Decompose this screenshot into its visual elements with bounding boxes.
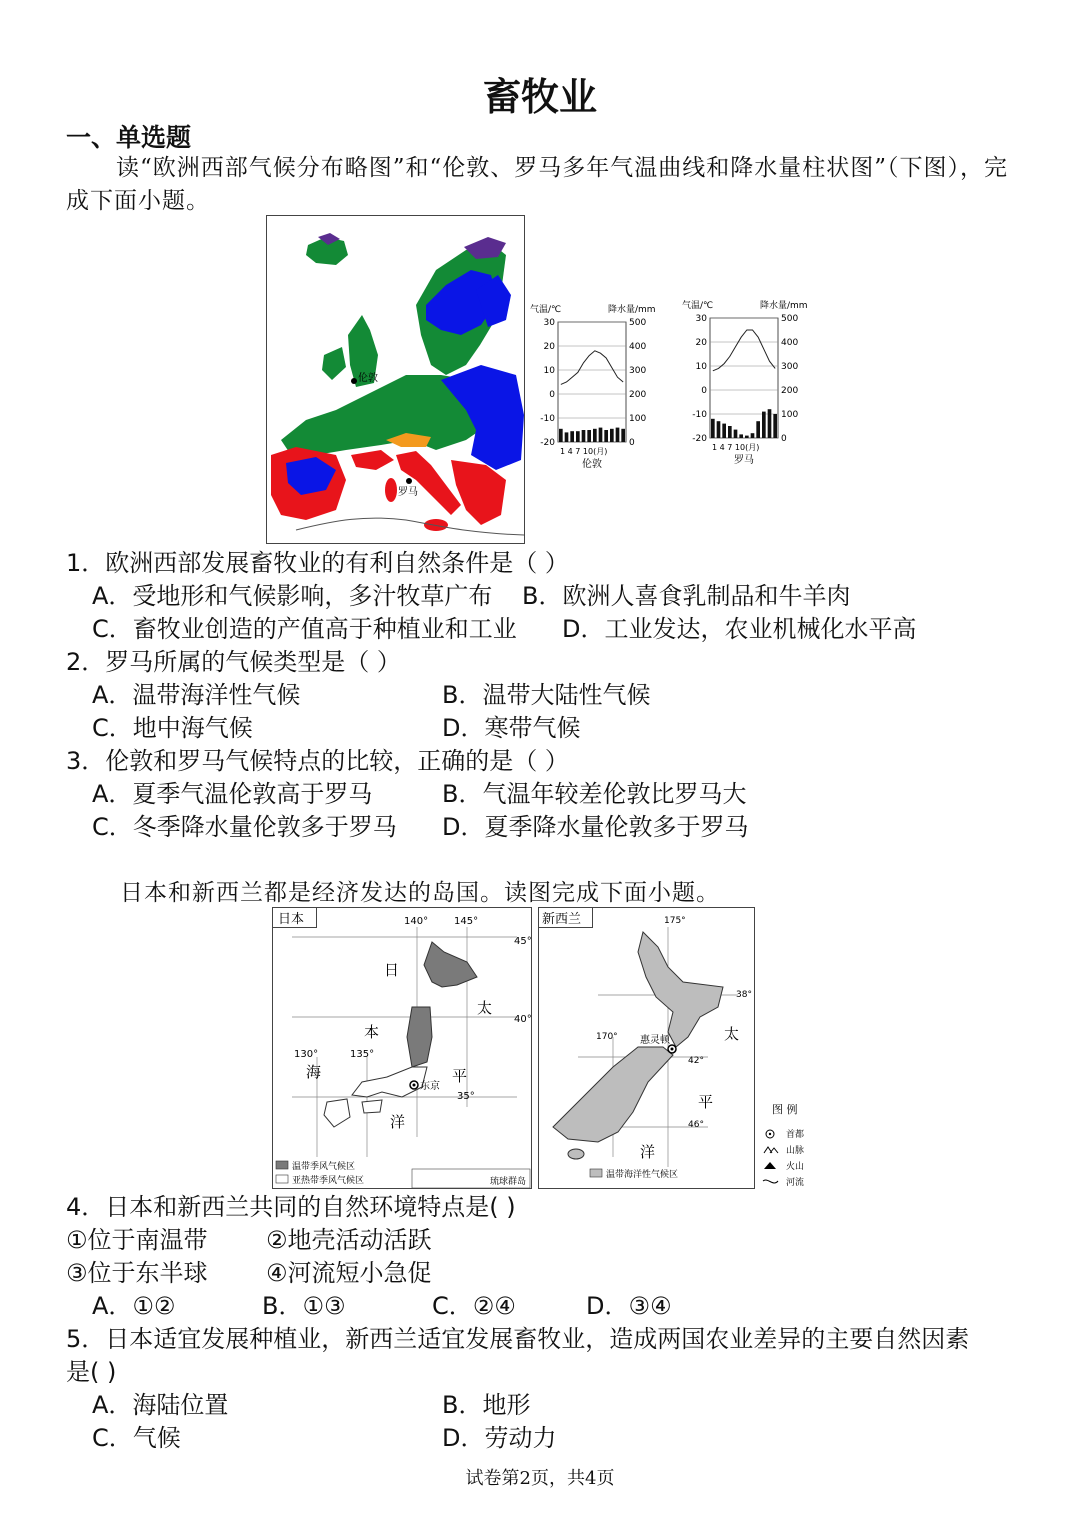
legend-mountain-label: 山脉 [786,1146,805,1156]
rome-climate-chart [680,296,820,476]
temp-tick-label: -10 [692,410,707,420]
precip-bar [576,431,580,442]
month-tick-label: 1 4 7 10(月) [712,443,760,452]
rome-dot [406,478,412,484]
ocean-char-3: 洋 [390,1113,406,1131]
sea-char-2: 本 [364,1023,380,1041]
question-1-stem: 1．欧洲西部发展畜牧业的有利自然条件是（ ） [66,549,569,577]
q1-option-b[interactable]: B．欧洲人喜食乳制品和牛羊肉 [522,582,851,610]
question-4-stem: 4．日本和新西兰共同的自然环境特点是( ) [66,1193,516,1221]
precip-bar [559,429,563,442]
precip-bar [717,421,721,438]
q3-option-d[interactable]: D．夏季降水量伦敦多于罗马 [442,813,749,841]
precip-bar [745,436,749,438]
precip-bar [768,409,772,438]
temp-curve [713,330,775,371]
nz-legend: 温带海洋性气候区 [606,1170,679,1180]
temp-tick-label: 0 [549,390,555,400]
precip-bar [599,428,603,442]
ocean-char-1: 太 [477,999,493,1017]
precip-tick-label: 0 [781,434,787,444]
q1-option-a[interactable]: A．受地形和气候影响，多汁牧草广布 [92,582,493,610]
london-dot [351,378,357,384]
legend-capital-label: 首都 [786,1130,805,1140]
lon-140: 140° [404,916,429,927]
precip-bar [604,430,608,442]
plot-frame [558,322,626,442]
precip-bar [728,426,732,438]
q2-option-c[interactable]: C．地中海气候 [92,714,253,742]
temp-tick-label: -10 [540,414,555,424]
nz-map-label: 新西兰 [542,912,582,927]
lon-170: 170° [596,1032,618,1042]
q4-option-b[interactable]: B．①③ [262,1292,346,1320]
q5-option-d[interactable]: D．劳动力 [442,1424,557,1452]
japan-legend-2: 亚热带季风气候区 [292,1176,365,1186]
precip-tick-label: 200 [629,390,647,400]
precip-tick-label: 100 [781,410,799,420]
section-heading: 一、单选题 [66,123,192,152]
q2-option-b[interactable]: B．温带大陆性气候 [442,681,651,709]
question-2-stem: 2．罗马所属的气候类型是（ ） [66,648,401,676]
precip-tick-label: 300 [781,362,799,372]
lat-38: 38° [736,990,752,1000]
q1-option-d[interactable]: D．工业发达，农业机械化水平高 [562,615,917,643]
precip-tick-label: 500 [629,318,647,328]
q2-option-a[interactable]: A．温带海洋性气候 [92,681,301,709]
temp-tick-label: -20 [540,438,555,448]
precip-bar [616,428,620,442]
lat-42: 42° [688,1056,704,1066]
precip-bar [739,434,743,438]
sea-char-1: 日 [384,961,400,979]
ryukyu-label: 琉球群岛 [490,1177,527,1187]
intro-text-2: 日本和新西兰都是经济发达的岛国。读图完成下面小题。 [120,880,720,906]
intro-text-1: 读“欧洲西部气候分布略图”和“伦敦、罗马多年气温曲线和降水量柱状图”（下图），完成下面小题。 [66,155,1009,214]
q5-option-c[interactable]: C．气候 [92,1424,181,1452]
nz-ocean-char-2: 平 [698,1093,714,1111]
temp-axis-label: 气温/℃ [530,305,562,315]
precip-bar [582,430,586,442]
precip-bar [593,429,597,442]
q5-option-b[interactable]: B．地形 [442,1391,531,1419]
temp-tick-label: 20 [543,342,555,352]
q3-option-b[interactable]: B．气温年较差伦敦比罗马大 [442,780,747,808]
lon-175: 175° [664,916,686,926]
legend-mountain-icon [764,1147,778,1153]
legend-river-icon [763,1180,778,1183]
temp-tick-label: 30 [695,314,707,324]
nz-ocean-char-1: 太 [724,1025,740,1043]
q4-item-4: ④河流短小急促 [266,1259,432,1287]
q4-option-d[interactable]: D．③④ [586,1292,672,1320]
lat-46: 46° [688,1120,704,1130]
page-footer: 试卷第2页，共4页 [465,1468,615,1489]
legend-volcano-label: 火山 [786,1162,805,1172]
honshu-north [407,1007,432,1067]
temp-tick-label: 10 [543,366,555,376]
q4-item-1: ①位于南温带 [66,1226,208,1254]
precip-bar [621,429,625,442]
temp-tick-label: 20 [695,338,707,348]
question-5-stem: 5．日本适宜发展种植业，新西兰适宜发展畜牧业，造成两国农业差异的主要自然因素 [66,1325,970,1353]
temp-tick-label: 10 [695,362,707,372]
legend-volcano-icon [764,1162,776,1169]
precip-tick-label: 400 [629,342,647,352]
precip-bar [565,432,569,442]
lat-40: 40° [514,1014,532,1025]
temp-curve [561,351,623,385]
legend-river-label: 河流 [786,1178,805,1188]
city-name-label: 罗马 [734,455,754,466]
precip-bar [610,429,614,442]
wellington-label: 惠灵顿 [640,1035,670,1046]
lon-130: 130° [294,1049,319,1060]
europe-climate-map [266,215,526,545]
precip-bar [756,421,760,438]
precip-bar [762,412,766,438]
stewart-island [568,1149,584,1159]
sea-char-3: 海 [306,1063,322,1081]
precip-bar [722,424,726,438]
precip-tick-label: 500 [781,314,799,324]
city-name-label: 伦敦 [582,459,602,470]
precip-axis-label: 降水量/mm [760,301,808,311]
corsica [385,478,397,502]
question-3-stem: 3．伦敦和罗马气候特点的比较，正确的是（ ） [66,747,569,775]
q5-option-a[interactable]: A．海陆位置 [92,1391,229,1419]
legend-title: 图 例 [772,1103,798,1116]
nz-map [538,907,810,1189]
precip-axis-label: 降水量/mm [608,305,656,315]
q1-option-c[interactable]: C．畜牧业创造的产值高于种植业和工业 [92,615,517,643]
temp-tick-label: 0 [701,386,707,396]
ocean-char-2: 平 [452,1067,468,1085]
q4-item-3: ③位于东半球 [66,1259,208,1287]
temp-axis-label: 气温/℃ [682,301,714,311]
tokyo-label: 东京 [420,1081,440,1092]
temp-tick-label: 30 [543,318,555,328]
q4-option-c[interactable]: C．②④ [432,1292,516,1320]
precip-bar [734,430,738,438]
japan-map [272,907,532,1189]
q4-item-2: ②地壳活动活跃 [266,1226,432,1254]
precip-tick-label: 0 [629,438,635,448]
nz-ocean-char-3: 洋 [640,1143,656,1161]
london-label: 伦敦 [358,373,378,384]
shikoku [362,1100,382,1113]
precip-tick-label: 200 [781,386,799,396]
q2-option-d[interactable]: D．寒带气候 [442,714,581,742]
london-climate-chart [528,300,668,480]
rome-label: 罗马 [398,487,418,498]
precip-tick-label: 100 [629,414,647,424]
question-5-stem-cont: 是( ) [66,1358,117,1386]
month-tick-label: 1 4 7 10(月) [560,447,608,456]
q3-option-a[interactable]: A．夏季气温伦敦高于罗马 [92,780,373,808]
lon-135: 135° [350,1049,375,1060]
precip-bar [711,419,715,438]
precip-bar [587,430,591,442]
page-title: 畜牧业 [482,75,597,119]
precip-bar [773,414,777,438]
temp-tick-label: -20 [692,434,707,444]
precip-tick-label: 400 [781,338,799,348]
lat-45: 45° [514,936,532,947]
lat-35: 35° [457,1091,475,1102]
japan-map-label: 日本 [278,912,305,927]
japan-legend-1: 温带季风气候区 [292,1162,356,1172]
precip-tick-label: 300 [629,366,647,376]
q3-option-c[interactable]: C．冬季降水量伦敦多于罗马 [92,813,397,841]
lon-145: 145° [454,916,479,927]
precip-bar [751,433,755,438]
precip-bar [570,431,574,442]
q4-option-a[interactable]: A．①② [92,1292,176,1320]
